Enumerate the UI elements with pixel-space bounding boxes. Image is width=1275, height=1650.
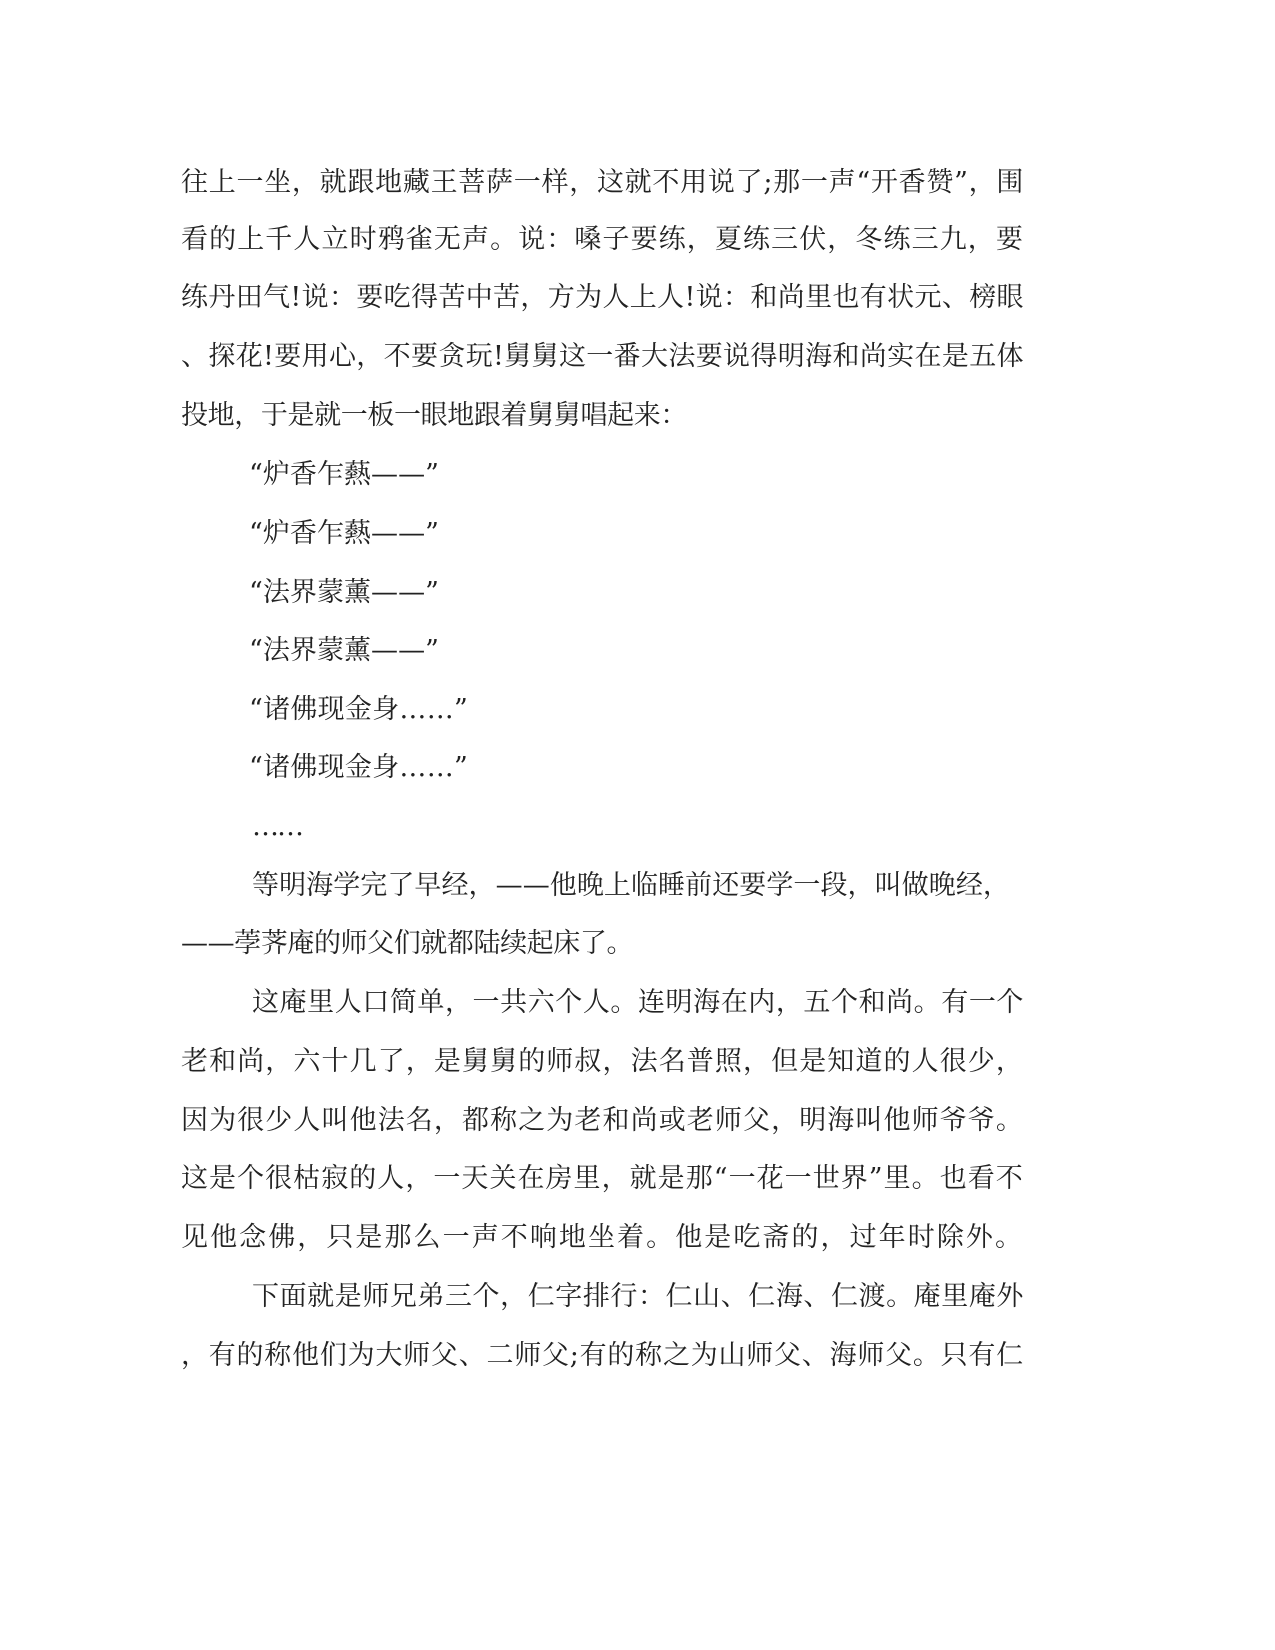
text-line: 等明海学完了早经，——他晚上临睡前还要学一段，叫做晚经， [252,870,1010,901]
text-line: 见他念佛，只是那么一声不响地坐着。他是吃斋的，过年时除外。 [181,1222,1025,1253]
verse-line: “炉香乍爇——” [249,518,440,549]
text-line: 下面就是师兄弟三个，仁字排行：仁山、仁海、仁渡。庵里庵外 [252,1281,1024,1312]
ellipsis-line: …… [252,811,302,842]
verse-line: “炉香乍爇——” [249,459,440,490]
verse-line: “诸佛现金身……” [249,752,469,783]
text-line: 老和尚，六十几了，是舅舅的师叔，法名普照，但是知道的人很少， [181,1046,1024,1077]
text-line: 、探花!要用心，不要贪玩!舅舅这一番大法要说得明海和尚实在是五体 [181,341,1024,372]
text-line: 因为很少人叫他法名，都称之为老和尚或老师父，明海叫他师爷爷。 [181,1105,1024,1136]
verse-line: “法界蒙薰——” [249,577,440,608]
verse-line: “诸佛现金身……” [249,694,469,725]
text-line: 往上一坐，就跟地藏王菩萨一样，这就不用说了;那一声“开香赞”，围 [181,167,1025,198]
text-line: ——荸荠庵的师父们就都陆续起床了。 [181,928,634,959]
text-line: 看的上千人立时鸦雀无声。说：嗓子要练，夏练三伏，冬练三九，要 [181,224,1024,255]
text-line: ，有的称他们为大师父、二师父;有的称之为山师父、海师父。只有仁 [181,1340,1024,1371]
text-line: 这庵里人口简单，一共六个人。连明海在内，五个和尚。有一个 [252,987,1024,1018]
text-line: 这是个很枯寂的人，一天关在房里，就是那“一花一世界”里。也看不 [181,1163,1024,1194]
text-line: 投地，于是就一板一眼地跟着舅舅唱起来： [181,400,687,431]
verse-line: “法界蒙薰——” [249,635,440,666]
text-line: 练丹田气!说：要吃得苦中苦，方为人上人!说：和尚里也有状元、榜眼 [181,282,1024,313]
